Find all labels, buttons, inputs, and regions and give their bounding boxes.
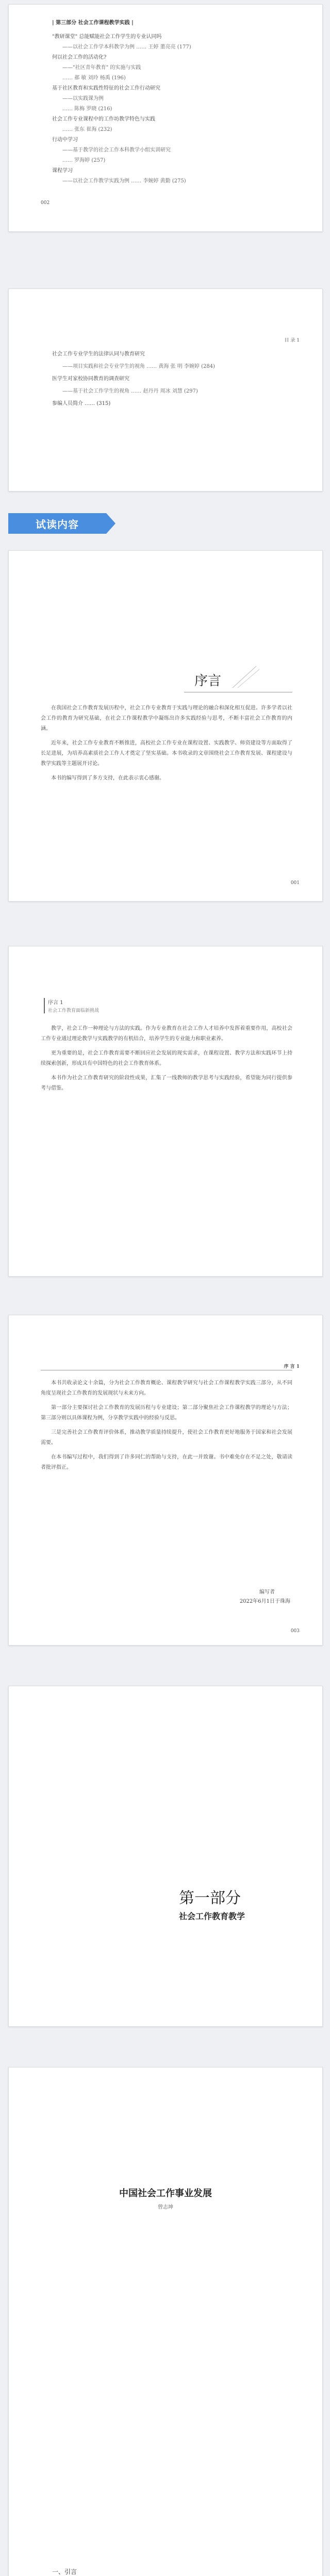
paragraph: 近年来，社会工作专业教育不断推进，高校社会工作专业在课程设置、实践教学、师资建设等方面取得了长足进展，为培养高素质社会工作人才奠定了坚实基础。本书收录的文章围绕社会工作教育发展、课程建设与教学实践等主题展开讨论。 (41, 740, 292, 767)
toc-header: 目 录 1 (284, 338, 300, 343)
toc-page-1 (8, 4, 323, 232)
preface-decoration (230, 664, 261, 690)
toc-header: | 第三部分 社会工作课程教学实践 | (52, 20, 134, 26)
page-body (41, 1378, 292, 1477)
paragraph: 教学，社会工作一种理论与方法的实践。作为专业教育在社会工作人才培养中发挥着重要作用，高校社会工作专业通过理论教学与实践教学的有机结合，培养学生的专业能力和职业素养。 (41, 1026, 292, 1042)
toc-entry[interactable]: …… 陈梅 罗晓 (216) (62, 106, 112, 112)
signature: 编写者 (259, 1589, 275, 1595)
page-bracket-head: 序言 1 社会工作教育面临新挑战 (44, 998, 99, 1013)
page-number: 003 (290, 1629, 300, 1634)
signature-date: 2022年6月1日于珠海 (239, 1599, 290, 1604)
preface-title: 序言 (194, 673, 222, 689)
part-title: 社会工作教育教学 (179, 1911, 245, 1921)
page-number: 002 (41, 200, 50, 206)
page-body (41, 1024, 292, 1098)
page-number: 001 (290, 880, 300, 886)
toc-entry[interactable]: 课程学习 (52, 168, 73, 174)
preface-body (41, 703, 292, 788)
section-heading: 一、引言 (52, 2568, 77, 2575)
paragraph: 三是完善社会工作教育评价体系，推动教学质量持续提升，使社会工作教育更好地服务于国家和社会发展需要。 (41, 1430, 292, 1446)
paragraph: 在本书编写过程中，我们得到了许多同仁的帮助与支持，在此一并致谢。书中难免存在不足之处，敬请读者批评指正。 (41, 1454, 292, 1470)
toc-entry[interactable]: ——以实践课为例 (62, 96, 104, 101)
chapter-title: 中国社会工作事业发展 (119, 2188, 212, 2199)
toc-entry[interactable]: 行动中学习 (52, 137, 78, 143)
paragraph: 本书作为社会工作教育研究的阶段性成果，汇集了一线教师的教学思考与实践经验，希望能为同行提供参考与借鉴。 (41, 1075, 292, 1091)
part-title-page (8, 1686, 323, 2027)
preview-section-banner: 试读内容 (8, 513, 106, 534)
preface-page-2 (8, 946, 323, 1277)
toc-entry[interactable]: 社会工作专业学生的法律认同与教育研究 (52, 351, 145, 357)
toc-entry[interactable]: 何以社会工作的活动化? (52, 55, 107, 60)
preface-page (8, 550, 323, 902)
toc-page-2 (8, 289, 323, 492)
toc-entry[interactable]: 社会工作专业课程中的工作坊教学特色与实践 (52, 116, 155, 122)
preface-page-3 (8, 1315, 323, 1646)
toc-entry[interactable]: 参编人员简介 …… (315) (52, 401, 111, 406)
toc-entry[interactable]: ——以社会工作学本科教学为例 …… 王婷 董亮亮 (177) (62, 44, 191, 50)
toc-entry[interactable]: ——"社区青年教育" 的实施与实践 (62, 65, 141, 71)
toc-entry[interactable]: ——以社会工作教学实践为例 …… 李婉婷 黄勤 (275) (62, 178, 186, 184)
chapter-author: 曾志坤 (158, 2205, 173, 2210)
toc-entry[interactable]: "教研课堂" 总能赋能社会工作学生的专业认同吗 (52, 34, 162, 40)
chapter-page (8, 2067, 323, 2576)
paragraph: 第一部分主要探讨社会工作教育的发展历程与专业建设；第二部分聚焦社会工作课程教学的理论与方法；第三部分则以具体课程为例，分享教学实践中的经验与反思。 (41, 1405, 292, 1421)
toc-entry[interactable]: 医学生对家校协同教育的调查研究 (52, 376, 129, 382)
paragraph: 本书共收录论文十余篇，分为社会工作教育概论、课程教学研究与社会工作课程教学实践三部分，从不同角度呈现社会工作教育的发展现状与未来方向。 (41, 1380, 292, 1396)
toc-entry[interactable]: …… 郝 敏 刘玲 杨禹 (196) (62, 75, 126, 81)
toc-entry[interactable]: …… 罗海婷 (257) (62, 158, 106, 163)
paragraph: 本书的编写得到了多方支持，在此表示衷心感谢。 (51, 775, 164, 781)
toc-entry[interactable]: …… 张东 崔海 (232) (62, 127, 112, 132)
toc-entry[interactable]: 基于社区教育和实践性特征的社会工作行动研究 (52, 86, 160, 91)
toc-entry[interactable]: ——基于社会工作学生的视角 …… 赵丹丹 周冰 刘慧 (297) (62, 388, 198, 394)
paragraph: 更为重要的是，社会工作教育需要不断回应社会发展的现实需求，在课程设置、教学方法和实践环节上持续探索创新，形成具有中国特色的社会工作教育体系。 (41, 1050, 292, 1066)
running-head: 序 言 1 (284, 1364, 300, 1369)
paragraph: 在我国社会工作教育发展历程中，社会工作专业教育于实践与理论的融合和深化相互促进。许多学者以社会工作的教育为研究基础，在社会工作课程教学中凝练出许多实践经验与思考，不断丰富社会工作教育的内涵。 (41, 705, 292, 732)
toc-entry[interactable]: ——项目实践和社会专业学生的视角 …… 黄海 张 明 李婉婷 (284) (62, 364, 215, 369)
toc-entry[interactable]: ——基于教学的社会工作本科教学小组实训研究 (62, 147, 171, 153)
part-label: 第一部分 (179, 1889, 241, 1907)
